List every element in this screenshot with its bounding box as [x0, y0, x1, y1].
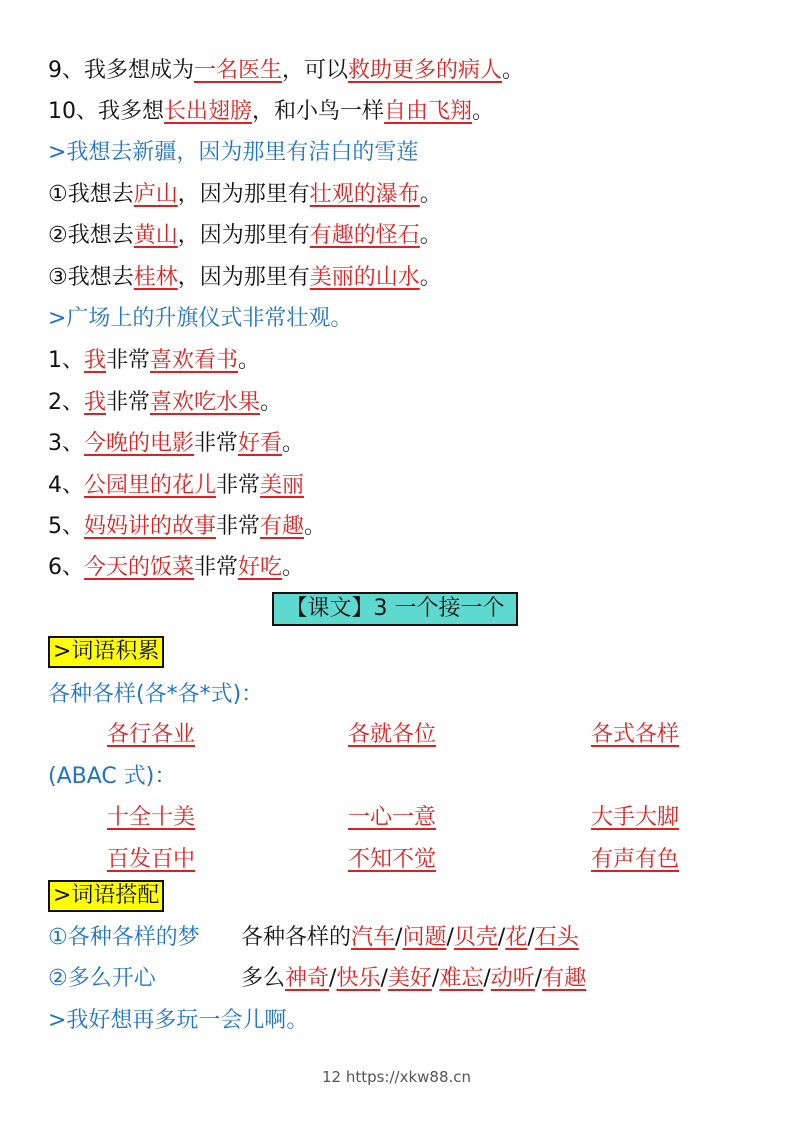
answer-text: 有趣 — [542, 966, 587, 991]
number: 6、 — [48, 555, 84, 580]
section-word-accumulation — [48, 636, 164, 668]
text: ，因为那里有 — [177, 182, 310, 207]
answer-text: 美好 — [387, 966, 432, 991]
separator: / — [395, 925, 403, 950]
answer-text: 黄山 — [133, 223, 178, 248]
answer-text: 问题 — [402, 925, 447, 950]
answer-text: 长出翅膀 — [164, 99, 253, 124]
answer-text: 有趣的怪石 — [309, 223, 420, 248]
match-row-2 — [241, 964, 586, 994]
sentence-9 — [48, 56, 524, 86]
text: 非常 — [216, 514, 261, 539]
page-footer[interactable]: 12 https://xkw88.cn — [321, 1068, 472, 1086]
answer-text: 喜欢吃水果 — [150, 390, 261, 415]
answer-text: 好吃 — [238, 555, 283, 580]
text: 10、我多想 — [48, 99, 164, 124]
answer-text: 美丽 — [260, 473, 305, 498]
separator: / — [380, 966, 388, 991]
go-sentence-1 — [48, 180, 442, 210]
text: 非常 — [106, 390, 151, 415]
answer-text: 壮观的瀑布 — [309, 182, 420, 207]
answer-text: 妈妈讲的故事 — [84, 514, 217, 539]
word-2-3: 大手大脚 — [591, 805, 680, 830]
very-sentence-2 — [48, 388, 282, 418]
text: 非常 — [194, 431, 239, 456]
match-label-1: ①各种各样的梦 — [48, 925, 200, 950]
number: 1、 — [48, 348, 84, 373]
text: 非常 — [216, 473, 261, 498]
word-1-1: 各行各业 — [107, 722, 196, 747]
word-1-3: 各式各样 — [591, 722, 680, 747]
word-3-2: 不知不觉 — [348, 847, 437, 872]
very-sentence-5 — [48, 512, 326, 542]
answer-text: 石头 — [534, 925, 579, 950]
text: ，可以 — [282, 58, 349, 83]
text: 。 — [419, 265, 442, 290]
match-label-2: ②多么开心 — [48, 966, 156, 991]
separator: / — [431, 966, 440, 991]
answer-text: 动听 — [490, 966, 535, 991]
answer-text: 花 — [505, 925, 528, 950]
separator: / — [483, 966, 491, 991]
number: 4、 — [48, 473, 84, 498]
text: 多么 — [241, 966, 286, 991]
text: 。 — [282, 431, 305, 456]
section-label: >词语搭配 — [48, 880, 164, 912]
answer-text: 一名医生 — [194, 58, 283, 83]
number: 2、 — [48, 390, 84, 415]
text: 。 — [419, 223, 442, 248]
answer-text: 庐山 — [133, 182, 178, 207]
heading-flag: >广场上的升旗仪式非常壮观。 — [48, 306, 353, 331]
answer-text: 今晚的电影 — [84, 431, 195, 456]
very-sentence-4 — [48, 471, 304, 501]
sentence-10 — [48, 97, 494, 127]
very-sentence-6 — [48, 553, 304, 583]
heading-xinjiang: >我想去新疆，因为那里有洁白的雪莲 — [48, 140, 419, 165]
separator: / — [497, 925, 506, 950]
answer-text: 好看 — [238, 431, 283, 456]
text: 。 — [472, 99, 495, 124]
separator: / — [329, 966, 337, 991]
text: ②我想去 — [48, 223, 134, 248]
separator: / — [446, 925, 454, 950]
match-row-1 — [241, 923, 579, 953]
answer-text: 美丽的山水 — [309, 265, 420, 290]
text: 各种各样的 — [241, 925, 352, 950]
answer-text: 喜欢看书 — [150, 348, 239, 373]
pattern-gezhong: 各种各样(各*各*式)： — [48, 682, 264, 707]
text: 。 — [502, 58, 525, 83]
answer-text: 贝壳 — [453, 925, 498, 950]
answer-text: 神奇 — [285, 966, 330, 991]
number: 3、 — [48, 431, 84, 456]
text: 9、我多想成为 — [48, 58, 194, 83]
text: ，因为那里有 — [177, 265, 310, 290]
separator: / — [527, 925, 535, 950]
answer-text: 汽车 — [351, 925, 396, 950]
answer-text: 我 — [84, 348, 107, 373]
answer-text: 桂林 — [133, 265, 178, 290]
text: 。 — [419, 182, 442, 207]
text: ①我想去 — [48, 182, 134, 207]
word-3-3: 有声有色 — [591, 847, 680, 872]
pattern-abac: (ABAC 式)： — [48, 764, 177, 789]
word-1-2: 各就各位 — [348, 722, 437, 747]
lesson-banner: 【课文】3 一个接一个 — [272, 592, 518, 626]
word-2-1: 十全十美 — [107, 805, 196, 830]
section-label: >词语积累 — [48, 636, 164, 668]
text: 。 — [238, 348, 261, 373]
text: ，和小鸟一样 — [252, 99, 385, 124]
text: 。 — [260, 390, 283, 415]
number: 5、 — [48, 514, 84, 539]
separator: / — [534, 966, 543, 991]
very-sentence-3 — [48, 429, 304, 459]
go-sentence-2 — [48, 221, 442, 251]
text: ③我想去 — [48, 265, 134, 290]
answer-text: 难忘 — [439, 966, 484, 991]
word-2-2: 一心一意 — [348, 805, 437, 830]
text: 。 — [282, 555, 305, 580]
text: 非常 — [194, 555, 239, 580]
text: ，因为那里有 — [177, 223, 310, 248]
answer-text: 公园里的花儿 — [84, 473, 217, 498]
answer-text: 有趣 — [260, 514, 305, 539]
very-sentence-1 — [48, 346, 260, 376]
text: 非常 — [106, 348, 151, 373]
answer-text: 自由飞翔 — [384, 99, 473, 124]
answer-text: 快乐 — [336, 966, 381, 991]
answer-text: 我 — [84, 390, 107, 415]
go-sentence-3 — [48, 263, 442, 293]
answer-text: 救助更多的病人 — [348, 58, 503, 83]
heading-play: >我好想再多玩一会儿啊。 — [48, 1008, 309, 1033]
word-3-1: 百发百中 — [107, 847, 196, 872]
text: 。 — [304, 514, 327, 539]
section-word-matching — [48, 880, 164, 912]
answer-text: 今天的饭菜 — [84, 555, 195, 580]
